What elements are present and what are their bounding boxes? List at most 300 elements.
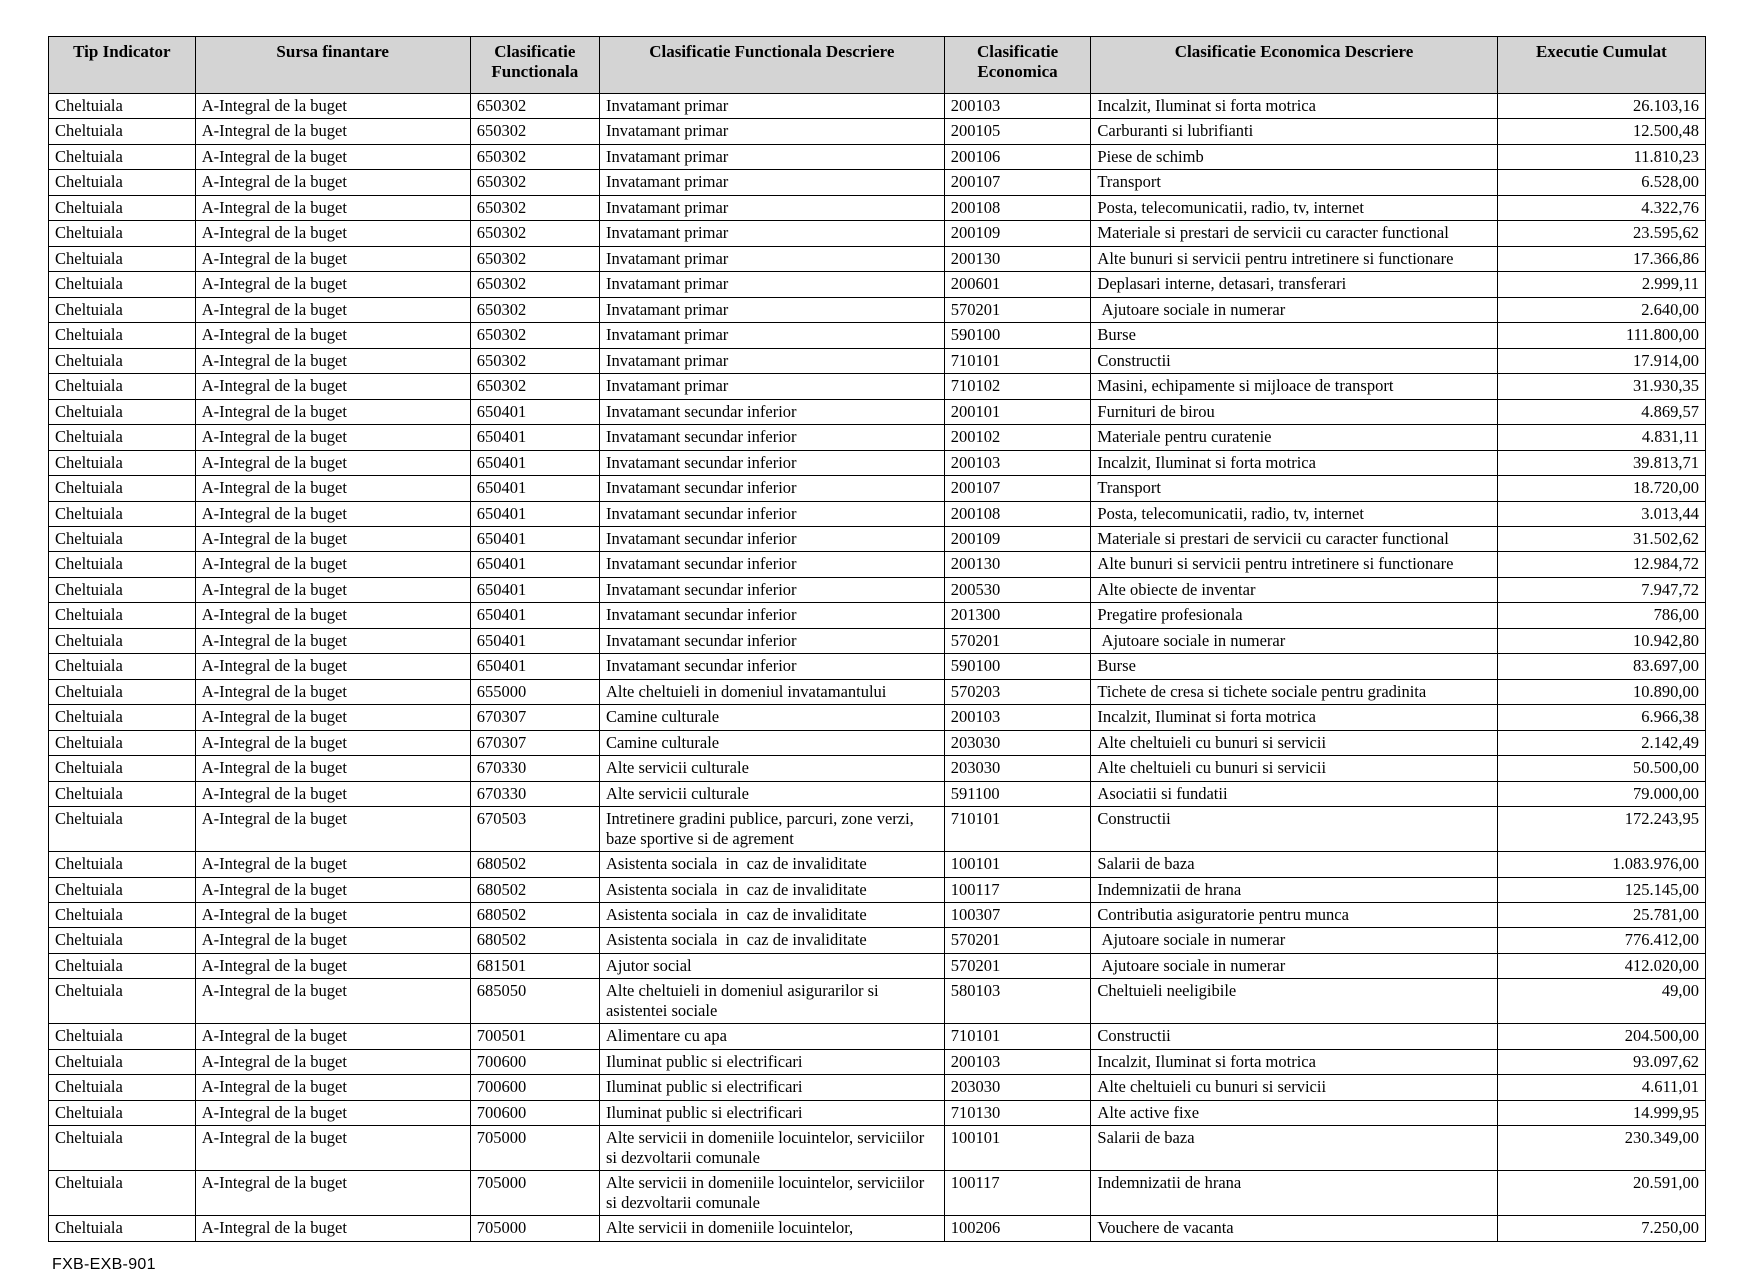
cell-clasificatie-functionala-descriere: Invatamant primar [599,119,944,144]
cell-clasificatie-economica-descriere: Posta, telecomunicatii, radio, tv, internet [1091,195,1497,220]
cell-clasificatie-economica: 580103 [944,979,1091,1024]
cell-sursa-finantare: A-Integral de la buget [195,399,470,424]
cell-clasificatie-economica: 200107 [944,170,1091,195]
cell-executie-cumulat: 4.869,57 [1497,399,1705,424]
cell-clasificatie-functionala-descriere: Invatamant secundar inferior [599,552,944,577]
cell-executie-cumulat: 204.500,00 [1497,1024,1705,1049]
cell-clasificatie-economica-descriere: Tichete de cresa si tichete sociale pentru gradinita [1091,679,1497,704]
cell-clasificatie-economica: 200601 [944,272,1091,297]
table-row [49,1100,1706,1125]
cell-tip-indicator: Cheltuiala [49,476,196,501]
cell-clasificatie-functionala-descriere: Invatamant primar [599,272,944,297]
cell-tip-indicator: Cheltuiala [49,577,196,602]
cell-clasificatie-functionala-descriere: Invatamant primar [599,144,944,169]
table-row [49,374,1706,399]
cell-clasificatie-economica-descriere: Piese de schimb [1091,144,1497,169]
cell-clasificatie-economica-descriere: Indemnizatii de hrana [1091,1171,1497,1216]
cell-clasificatie-functionala-descriere: Invatamant primar [599,297,944,322]
cell-sursa-finantare: A-Integral de la buget [195,348,470,373]
table-row [49,877,1706,902]
cell-executie-cumulat: 230.349,00 [1497,1126,1705,1171]
cell-clasificatie-functionala-descriere: Invatamant primar [599,323,944,348]
cell-tip-indicator: Cheltuiala [49,1216,196,1241]
cell-clasificatie-functionala-descriere: Invatamant secundar inferior [599,399,944,424]
cell-executie-cumulat: 31.930,35 [1497,374,1705,399]
cell-clasificatie-functionala-descriere: Alimentare cu apa [599,1024,944,1049]
cell-executie-cumulat: 125.145,00 [1497,877,1705,902]
cell-clasificatie-economica-descriere: Incalzit, Iluminat si forta motrica [1091,94,1497,119]
cell-clasificatie-functionala: 650302 [470,195,599,220]
cell-clasificatie-functionala: 700501 [470,1024,599,1049]
table-row [49,705,1706,730]
cell-sursa-finantare: A-Integral de la buget [195,1216,470,1241]
cell-sursa-finantare: A-Integral de la buget [195,928,470,953]
cell-tip-indicator: Cheltuiala [49,399,196,424]
cell-sursa-finantare: A-Integral de la buget [195,195,470,220]
cell-clasificatie-functionala: 685050 [470,979,599,1024]
cell-executie-cumulat: 31.502,62 [1497,526,1705,551]
cell-clasificatie-functionala: 650401 [470,603,599,628]
cell-sursa-finantare: A-Integral de la buget [195,953,470,978]
cell-clasificatie-functionala-descriere: Invatamant secundar inferior [599,603,944,628]
cell-tip-indicator: Cheltuiala [49,852,196,877]
cell-tip-indicator: Cheltuiala [49,807,196,852]
table-row [49,730,1706,755]
cell-clasificatie-economica: 710130 [944,1100,1091,1125]
cell-clasificatie-economica-descriere: Alte cheltuieli cu bunuri si servicii [1091,756,1497,781]
cell-tip-indicator: Cheltuiala [49,603,196,628]
cell-clasificatie-economica: 100206 [944,1216,1091,1241]
cell-sursa-finantare: A-Integral de la buget [195,1075,470,1100]
cell-clasificatie-economica: 200530 [944,577,1091,602]
table-row [49,476,1706,501]
cell-sursa-finantare: A-Integral de la buget [195,144,470,169]
cell-clasificatie-functionala-descriere: Invatamant primar [599,221,944,246]
cell-clasificatie-economica: 570201 [944,628,1091,653]
cell-executie-cumulat: 23.595,62 [1497,221,1705,246]
cell-tip-indicator: Cheltuiala [49,195,196,220]
table-row [49,94,1706,119]
cell-clasificatie-economica: 590100 [944,654,1091,679]
cell-executie-cumulat: 7.947,72 [1497,577,1705,602]
cell-sursa-finantare: A-Integral de la buget [195,272,470,297]
cell-clasificatie-functionala-descriere: Invatamant secundar inferior [599,577,944,602]
cell-clasificatie-economica: 200105 [944,119,1091,144]
cell-clasificatie-economica-descriere: Alte obiecte de inventar [1091,577,1497,602]
cell-tip-indicator: Cheltuiala [49,221,196,246]
cell-clasificatie-economica-descriere: Alte cheltuieli cu bunuri si servicii [1091,1075,1497,1100]
cell-clasificatie-functionala: 650401 [470,654,599,679]
cell-executie-cumulat: 111.800,00 [1497,323,1705,348]
cell-sursa-finantare: A-Integral de la buget [195,476,470,501]
cell-clasificatie-functionala: 650401 [470,526,599,551]
cell-clasificatie-functionala: 650302 [470,297,599,322]
table-row [49,903,1706,928]
cell-executie-cumulat: 83.697,00 [1497,654,1705,679]
cell-clasificatie-functionala-descriere: Camine culturale [599,730,944,755]
table-row [49,1049,1706,1074]
cell-executie-cumulat: 412.020,00 [1497,953,1705,978]
cell-sursa-finantare: A-Integral de la buget [195,94,470,119]
cell-sursa-finantare: A-Integral de la buget [195,221,470,246]
cell-clasificatie-functionala-descriere: Alte cheltuieli in domeniul asigurarilor si asistentei sociale [599,979,944,1024]
cell-clasificatie-functionala: 650302 [470,323,599,348]
cell-tip-indicator: Cheltuiala [49,928,196,953]
cell-clasificatie-functionala-descriere: Iluminat public si electrificari [599,1049,944,1074]
cell-clasificatie-economica: 100117 [944,877,1091,902]
table-row [49,1216,1706,1241]
cell-tip-indicator: Cheltuiala [49,246,196,271]
column-header-clasificatie-functionala-descriere: Clasificatie Functionala Descriere [599,37,944,94]
cell-clasificatie-functionala: 650401 [470,425,599,450]
table-row [49,246,1706,271]
cell-executie-cumulat: 172.243,95 [1497,807,1705,852]
cell-executie-cumulat: 1.083.976,00 [1497,852,1705,877]
cell-clasificatie-functionala: 650302 [470,348,599,373]
cell-clasificatie-functionala-descriere: Alte servicii in domeniile locuintelor, serviciilor si dezvoltarii comunale [599,1126,944,1171]
cell-executie-cumulat: 786,00 [1497,603,1705,628]
cell-clasificatie-economica-descriere: Constructii [1091,348,1497,373]
cell-clasificatie-economica-descriere: Masini, echipamente si mijloace de transport [1091,374,1497,399]
cell-executie-cumulat: 6.528,00 [1497,170,1705,195]
cell-clasificatie-economica-descriere: Indemnizatii de hrana [1091,877,1497,902]
cell-clasificatie-economica: 200107 [944,476,1091,501]
cell-clasificatie-economica-descriere: Incalzit, Iluminat si forta motrica [1091,450,1497,475]
table-row [49,272,1706,297]
table-row [49,221,1706,246]
table-row [49,654,1706,679]
table-row [49,979,1706,1024]
cell-executie-cumulat: 17.366,86 [1497,246,1705,271]
cell-tip-indicator: Cheltuiala [49,953,196,978]
cell-clasificatie-functionala-descriere: Asistenta sociala in caz de invaliditate [599,928,944,953]
cell-clasificatie-functionala: 705000 [470,1126,599,1171]
cell-sursa-finantare: A-Integral de la buget [195,323,470,348]
cell-executie-cumulat: 2.142,49 [1497,730,1705,755]
cell-clasificatie-functionala-descriere: Invatamant primar [599,348,944,373]
cell-clasificatie-economica: 200103 [944,94,1091,119]
cell-tip-indicator: Cheltuiala [49,781,196,806]
table-row [49,348,1706,373]
cell-clasificatie-economica: 200109 [944,221,1091,246]
cell-clasificatie-economica: 591100 [944,781,1091,806]
cell-clasificatie-economica-descriere: Cheltuieli neeligibile [1091,979,1497,1024]
cell-executie-cumulat: 3.013,44 [1497,501,1705,526]
cell-executie-cumulat: 2.640,00 [1497,297,1705,322]
cell-clasificatie-economica-descriere: Alte bunuri si servicii pentru intretinere si functionare [1091,246,1497,271]
cell-clasificatie-economica: 100117 [944,1171,1091,1216]
cell-clasificatie-economica: 200103 [944,705,1091,730]
cell-clasificatie-economica-descriere: Alte bunuri si servicii pentru intretinere si functionare [1091,552,1497,577]
cell-tip-indicator: Cheltuiala [49,119,196,144]
table-row [49,928,1706,953]
cell-clasificatie-economica-descriere: Salarii de baza [1091,852,1497,877]
cell-tip-indicator: Cheltuiala [49,877,196,902]
cell-sursa-finantare: A-Integral de la buget [195,903,470,928]
cell-clasificatie-functionala-descriere: Invatamant secundar inferior [599,476,944,501]
table-row [49,953,1706,978]
cell-clasificatie-economica: 710101 [944,348,1091,373]
cell-executie-cumulat: 20.591,00 [1497,1171,1705,1216]
cell-clasificatie-economica: 100307 [944,903,1091,928]
cell-clasificatie-functionala-descriere: Invatamant secundar inferior [599,628,944,653]
table-row [49,628,1706,653]
cell-clasificatie-functionala-descriere: Invatamant secundar inferior [599,526,944,551]
cell-clasificatie-economica-descriere: Burse [1091,654,1497,679]
cell-clasificatie-functionala: 670503 [470,807,599,852]
cell-clasificatie-economica-descriere: Transport [1091,476,1497,501]
cell-clasificatie-functionala-descriere: Intretinere gradini publice, parcuri, zone verzi, baze sportive si de agrement [599,807,944,852]
cell-clasificatie-functionala: 650302 [470,374,599,399]
cell-clasificatie-economica: 200101 [944,399,1091,424]
cell-executie-cumulat: 2.999,11 [1497,272,1705,297]
cell-executie-cumulat: 39.813,71 [1497,450,1705,475]
cell-clasificatie-economica: 200103 [944,450,1091,475]
cell-sursa-finantare: A-Integral de la buget [195,1049,470,1074]
cell-tip-indicator: Cheltuiala [49,348,196,373]
cell-tip-indicator: Cheltuiala [49,144,196,169]
cell-clasificatie-economica-descriere: Materiale si prestari de servicii cu caracter functional [1091,221,1497,246]
cell-clasificatie-economica: 200102 [944,425,1091,450]
cell-clasificatie-economica: 570203 [944,679,1091,704]
table-body [49,94,1706,1242]
cell-sursa-finantare: A-Integral de la buget [195,170,470,195]
cell-sursa-finantare: A-Integral de la buget [195,119,470,144]
cell-tip-indicator: Cheltuiala [49,1100,196,1125]
column-header-tip-indicator: Tip Indicator [49,37,196,94]
cell-clasificatie-functionala: 681501 [470,953,599,978]
cell-executie-cumulat: 18.720,00 [1497,476,1705,501]
cell-clasificatie-functionala-descriere: Asistenta sociala in caz de invaliditate [599,852,944,877]
cell-tip-indicator: Cheltuiala [49,756,196,781]
cell-tip-indicator: Cheltuiala [49,526,196,551]
cell-sursa-finantare: A-Integral de la buget [195,979,470,1024]
cell-clasificatie-economica-descriere: Ajutoare sociale in numerar [1091,297,1497,322]
cell-clasificatie-economica: 200106 [944,144,1091,169]
cell-clasificatie-economica: 710101 [944,807,1091,852]
column-header-clasificatie-economica: Clasificatie Economica [944,37,1091,94]
table-row [49,756,1706,781]
cell-clasificatie-functionala: 650302 [470,144,599,169]
cell-clasificatie-functionala-descriere: Invatamant secundar inferior [599,501,944,526]
cell-sursa-finantare: A-Integral de la buget [195,577,470,602]
cell-clasificatie-economica: 200103 [944,1049,1091,1074]
cell-clasificatie-economica: 710102 [944,374,1091,399]
cell-clasificatie-economica: 200108 [944,501,1091,526]
cell-clasificatie-economica: 100101 [944,1126,1091,1171]
cell-clasificatie-economica: 203030 [944,1075,1091,1100]
cell-executie-cumulat: 12.500,48 [1497,119,1705,144]
document-footer-code: FXB-EXB-901 [52,1255,156,1273]
cell-clasificatie-economica-descriere: Constructii [1091,1024,1497,1049]
cell-executie-cumulat: 10.942,80 [1497,628,1705,653]
cell-tip-indicator: Cheltuiala [49,705,196,730]
table-row [49,144,1706,169]
cell-tip-indicator: Cheltuiala [49,297,196,322]
cell-clasificatie-economica-descriere: Burse [1091,323,1497,348]
cell-clasificatie-functionala: 650302 [470,272,599,297]
cell-clasificatie-functionala: 705000 [470,1171,599,1216]
table-row [49,425,1706,450]
cell-sursa-finantare: A-Integral de la buget [195,425,470,450]
cell-clasificatie-functionala: 680502 [470,903,599,928]
cell-clasificatie-functionala-descriere: Ajutor social [599,953,944,978]
cell-tip-indicator: Cheltuiala [49,1024,196,1049]
cell-sursa-finantare: A-Integral de la buget [195,628,470,653]
cell-clasificatie-functionala: 680502 [470,928,599,953]
cell-clasificatie-functionala-descriere: Alte servicii in domeniile locuintelor, serviciilor si dezvoltarii comunale [599,1171,944,1216]
cell-clasificatie-economica: 200130 [944,246,1091,271]
cell-clasificatie-economica-descriere: Materiale si prestari de servicii cu caracter functional [1091,526,1497,551]
cell-clasificatie-economica-descriere: Contributia asiguratorie pentru munca [1091,903,1497,928]
cell-sursa-finantare: A-Integral de la buget [195,730,470,755]
cell-clasificatie-functionala: 700600 [470,1049,599,1074]
table-header-row [49,37,1706,94]
cell-tip-indicator: Cheltuiala [49,979,196,1024]
budget-execution-table [48,36,1706,1242]
cell-clasificatie-functionala: 650302 [470,170,599,195]
cell-clasificatie-economica-descriere: Salarii de baza [1091,1126,1497,1171]
cell-executie-cumulat: 17.914,00 [1497,348,1705,373]
table-row [49,119,1706,144]
cell-executie-cumulat: 50.500,00 [1497,756,1705,781]
cell-clasificatie-functionala-descriere: Asistenta sociala in caz de invaliditate [599,877,944,902]
cell-executie-cumulat: 79.000,00 [1497,781,1705,806]
table-row [49,603,1706,628]
cell-clasificatie-functionala-descriere: Camine culturale [599,705,944,730]
cell-clasificatie-economica: 200130 [944,552,1091,577]
cell-clasificatie-functionala-descriere: Iluminat public si electrificari [599,1075,944,1100]
cell-clasificatie-functionala-descriere: Alte cheltuieli in domeniul invatamantului [599,679,944,704]
cell-clasificatie-functionala-descriere: Alte servicii culturale [599,756,944,781]
cell-executie-cumulat: 776.412,00 [1497,928,1705,953]
cell-sursa-finantare: A-Integral de la buget [195,852,470,877]
cell-clasificatie-functionala: 680502 [470,852,599,877]
cell-tip-indicator: Cheltuiala [49,628,196,653]
table-row [49,679,1706,704]
cell-clasificatie-functionala: 705000 [470,1216,599,1241]
cell-clasificatie-economica: 203030 [944,756,1091,781]
cell-clasificatie-economica-descriere: Alte cheltuieli cu bunuri si servicii [1091,730,1497,755]
cell-clasificatie-functionala: 650401 [470,450,599,475]
table-row [49,1171,1706,1216]
table-row [49,577,1706,602]
cell-sursa-finantare: A-Integral de la buget [195,654,470,679]
cell-clasificatie-economica: 200109 [944,526,1091,551]
table-row [49,552,1706,577]
cell-clasificatie-economica: 710101 [944,1024,1091,1049]
cell-clasificatie-functionala-descriere: Invatamant primar [599,246,944,271]
cell-clasificatie-functionala-descriere: Invatamant primar [599,374,944,399]
cell-clasificatie-economica-descriere: Furnituri de birou [1091,399,1497,424]
cell-executie-cumulat: 12.984,72 [1497,552,1705,577]
cell-clasificatie-functionala: 650401 [470,577,599,602]
cell-clasificatie-functionala: 670330 [470,756,599,781]
cell-clasificatie-functionala-descriere: Invatamant primar [599,170,944,195]
cell-sursa-finantare: A-Integral de la buget [195,807,470,852]
table-row [49,399,1706,424]
cell-executie-cumulat: 4.322,76 [1497,195,1705,220]
cell-clasificatie-economica-descriere: Incalzit, Iluminat si forta motrica [1091,705,1497,730]
cell-clasificatie-functionala: 655000 [470,679,599,704]
cell-sursa-finantare: A-Integral de la buget [195,1171,470,1216]
cell-clasificatie-economica-descriere: Incalzit, Iluminat si forta motrica [1091,1049,1497,1074]
cell-tip-indicator: Cheltuiala [49,170,196,195]
cell-tip-indicator: Cheltuiala [49,450,196,475]
cell-clasificatie-functionala: 650401 [470,501,599,526]
cell-clasificatie-functionala: 700600 [470,1100,599,1125]
table-row [49,501,1706,526]
cell-tip-indicator: Cheltuiala [49,425,196,450]
cell-tip-indicator: Cheltuiala [49,323,196,348]
cell-tip-indicator: Cheltuiala [49,1075,196,1100]
cell-sursa-finantare: A-Integral de la buget [195,1100,470,1125]
cell-executie-cumulat: 11.810,23 [1497,144,1705,169]
cell-clasificatie-economica-descriere: Ajutoare sociale in numerar [1091,928,1497,953]
cell-executie-cumulat: 4.831,11 [1497,425,1705,450]
cell-clasificatie-economica: 201300 [944,603,1091,628]
cell-executie-cumulat: 4.611,01 [1497,1075,1705,1100]
cell-sursa-finantare: A-Integral de la buget [195,1024,470,1049]
cell-executie-cumulat: 25.781,00 [1497,903,1705,928]
cell-clasificatie-economica: 100101 [944,852,1091,877]
cell-sursa-finantare: A-Integral de la buget [195,603,470,628]
cell-clasificatie-economica-descriere: Alte active fixe [1091,1100,1497,1125]
cell-clasificatie-functionala: 670307 [470,705,599,730]
column-header-sursa-finantare: Sursa finantare [195,37,470,94]
cell-tip-indicator: Cheltuiala [49,730,196,755]
cell-executie-cumulat: 93.097,62 [1497,1049,1705,1074]
table-row [49,781,1706,806]
cell-sursa-finantare: A-Integral de la buget [195,374,470,399]
cell-executie-cumulat: 7.250,00 [1497,1216,1705,1241]
cell-sursa-finantare: A-Integral de la buget [195,679,470,704]
cell-clasificatie-economica-descriere: Vouchere de vacanta [1091,1216,1497,1241]
cell-clasificatie-functionala-descriere: Invatamant primar [599,195,944,220]
cell-tip-indicator: Cheltuiala [49,654,196,679]
cell-executie-cumulat: 10.890,00 [1497,679,1705,704]
cell-clasificatie-economica-descriere: Constructii [1091,807,1497,852]
cell-tip-indicator: Cheltuiala [49,1049,196,1074]
cell-clasificatie-economica-descriere: Ajutoare sociale in numerar [1091,953,1497,978]
cell-clasificatie-functionala: 650302 [470,221,599,246]
table-row [49,323,1706,348]
cell-clasificatie-functionala: 680502 [470,877,599,902]
cell-sursa-finantare: A-Integral de la buget [195,501,470,526]
table-row [49,807,1706,852]
column-header-clasificatie-economica-descriere: Clasificatie Economica Descriere [1091,37,1497,94]
cell-clasificatie-economica: 570201 [944,953,1091,978]
cell-executie-cumulat: 14.999,95 [1497,1100,1705,1125]
cell-clasificatie-functionala-descriere: Invatamant secundar inferior [599,425,944,450]
cell-tip-indicator: Cheltuiala [49,1171,196,1216]
cell-sursa-finantare: A-Integral de la buget [195,297,470,322]
table-row [49,170,1706,195]
cell-clasificatie-functionala: 650302 [470,246,599,271]
cell-clasificatie-economica-descriere: Posta, telecomunicatii, radio, tv, internet [1091,501,1497,526]
cell-clasificatie-functionala: 650401 [470,628,599,653]
cell-clasificatie-functionala-descriere: Asistenta sociala in caz de invaliditate [599,903,944,928]
cell-clasificatie-economica-descriere: Transport [1091,170,1497,195]
table-row [49,297,1706,322]
cell-clasificatie-functionala: 700600 [470,1075,599,1100]
cell-clasificatie-functionala-descriere: Invatamant secundar inferior [599,450,944,475]
cell-clasificatie-functionala: 650302 [470,119,599,144]
cell-clasificatie-economica: 570201 [944,928,1091,953]
cell-clasificatie-economica: 200108 [944,195,1091,220]
cell-clasificatie-functionala: 670330 [470,781,599,806]
cell-clasificatie-functionala-descriere: Alte servicii culturale [599,781,944,806]
